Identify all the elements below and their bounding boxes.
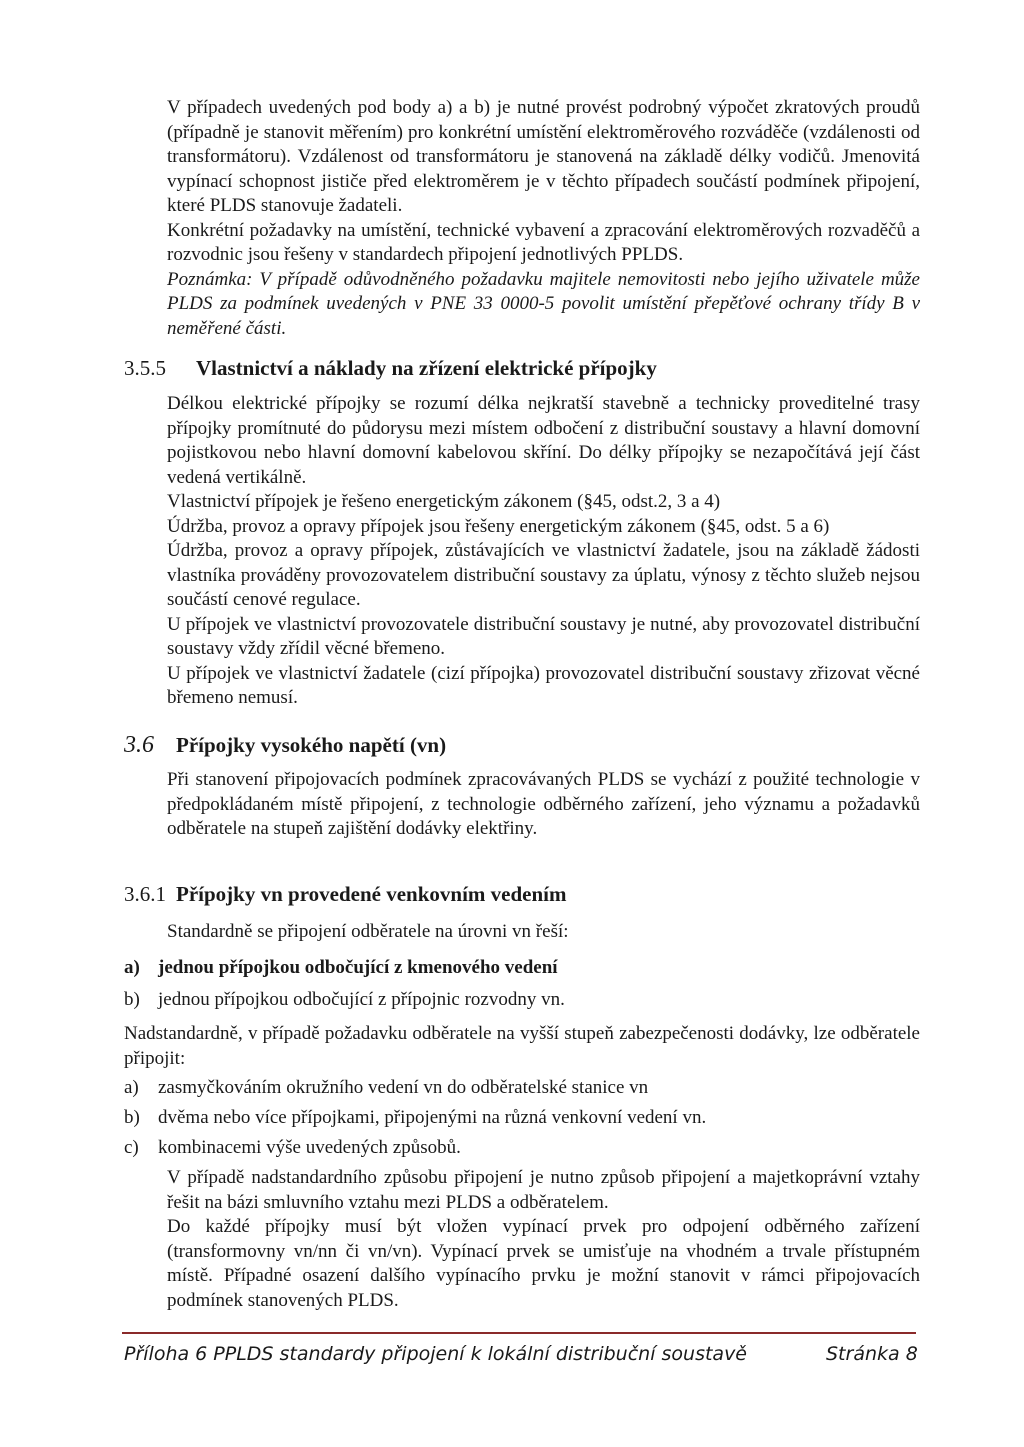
intro-paragraph-1: V případech uvedených pod body a) a b) je nutné provést podrobný výpočet zkratových proudů (případně je stanovit měřením) pro konkrétní umístění elektroměrového rozváděče (vzdálenosti od transformátoru). Vzdálenost od transformátoru je stanovená na základě délky vodičů. Jmenovitá vypínací schopnost jističe před elektroměrem je v těchto případech součástí podmínek připojení, které PLDS stanovuje žadateli. — [167, 97, 920, 216]
section-3-5-5-body — [167, 392, 920, 711]
paragraph: Při stanovení připojovacích podmínek zpracovávaných PLDS se vychází z použité technologie v předpokládaném místě připojení, z technologie odběrného zařízení, jeho významu a požadavků odběratele na stupeň zajištění dodávky elektřiny. — [167, 769, 920, 839]
standard-connection-list — [124, 956, 924, 1012]
section-number: 3.6.1 — [124, 882, 166, 906]
intro-paragraph-2: Konkrétní požadavky na umístění, technické vybavení a zpracování elektroměrových rozvaděčů a rozvodnic jsou řešeny v standardech připojení jednotlivých PPLDS. — [167, 219, 920, 265]
paragraph: Standardně se připojení odběratele na úrovni vn řeší: — [167, 921, 569, 942]
list-item: a) zasmyčkováním okružního vedení vn do odběratelské stanice vn — [124, 1077, 649, 1098]
section-title: Vlastnictví a náklady na zřízení elektrické přípojky — [196, 356, 657, 380]
paragraph: U přípojek ve vlastnictví žadatele (cizí přípojka) provozovatel distribuční soustavy zřizovat věcné břemeno nemusí. — [167, 662, 920, 708]
above-standard-connection-list — [124, 1076, 924, 1160]
section-3-6-heading — [124, 732, 446, 759]
paragraph: V případě nadstandardního způsobu připojení je nutno způsob připojení a majetkoprávní vztahy řešit na bázi smluvního vztahu mezi PLDS a odběratelem. — [167, 1167, 920, 1213]
paragraph: Údržba, provoz a opravy přípojek, zůstávajících ve vlastnictví žadatele, jsou na základě žádosti vlastníka prováděny provozovatelem distribuční soustavy za úplatu, výnosy z těchto služeb nejsou součástí cenové regulace. — [167, 540, 920, 610]
paragraph: U přípojek ve vlastnictví provozovatele distribuční soustavy je nutné, aby provozovatel distribuční soustavy vždy zřídil věcné břemeno. — [167, 613, 920, 659]
footer-divider — [122, 1332, 916, 1334]
paragraph: Délkou elektrické přípojky se rozumí délka nejkratší stavebně a technicky proveditelné trasy přípojky promítnuté do půdorysu mezi místem odbočení z distribuční soustavy a hlavní domovní pojistkovou nebo hlavní domovní kabelovou skříní. Do délky přípojky se nezapočítává její část vedená vertikálně. — [167, 393, 920, 488]
section-3-6-1-paragraph-2 — [124, 1022, 920, 1071]
paragraph: Vlastnictví přípojek je řešeno energetickým zákonem (§45, odst.2, 3 a 4) — [167, 491, 721, 512]
paragraph: Do každé přípojky musí být vložen vypínací prvek pro odpojení odběrného zařízení (transformovny vn/nn či vn/vn). Vypínací prvek se umisťuje na vhodném a trvale přístupném místě. Případné osazení dalšího vypínacího prvku je možní stanovit v rámci připojovacích podmínek stanovených PLDS. — [167, 1216, 920, 1311]
section-number: 3.6 — [124, 732, 154, 758]
section-title: Přípojky vn provedené venkovním vedením — [176, 882, 567, 906]
section-3-6-1-heading — [124, 882, 566, 907]
section-number: 3.5.5 — [124, 356, 166, 380]
section-title: Přípojky vysokého napětí (vn) — [176, 733, 447, 757]
list-item: b) dvěma nebo více přípojkami, připojenými na různá venkovní vedení vn. — [124, 1107, 707, 1128]
intro-section — [167, 96, 920, 341]
paragraph: Nadstandardně, v případě požadavku odběratele na vyšší stupeň zabezpečenosti dodávky, lze odběratele připojit: — [124, 1023, 920, 1069]
paragraph: Údržba, provoz a opravy přípojek jsou řešeny energetickým zákonem (§45, odst. 5 a 6) — [167, 515, 830, 537]
list-item: b) jednou přípojkou odbočující z přípojnic rozvodny vn. — [124, 989, 565, 1010]
page-number: Stránka 8 — [826, 1343, 918, 1365]
intro-note: Poznámka: V případě odůvodněného požadavku majitele nemovitosti nebo jejího uživatele může PLDS za podmínek uvedených v PNE 33 0000-5 povolit umístění přepěťové ochrany třídy B v neměřené části. — [167, 268, 920, 339]
section-3-6-1-intro — [167, 920, 920, 945]
list-item: c) kombinacemi výše uvedených způsobů. — [124, 1137, 461, 1158]
section-3-6-body — [167, 768, 920, 842]
section-3-6-1-closing — [167, 1166, 920, 1313]
list-item: a) jednou přípojkou odbočující z kmenového vedení — [124, 957, 558, 978]
section-3-5-5-heading — [124, 356, 657, 381]
footer-title: Příloha 6 PPLDS standardy připojení k lokální distribuční soustavě — [124, 1343, 748, 1365]
